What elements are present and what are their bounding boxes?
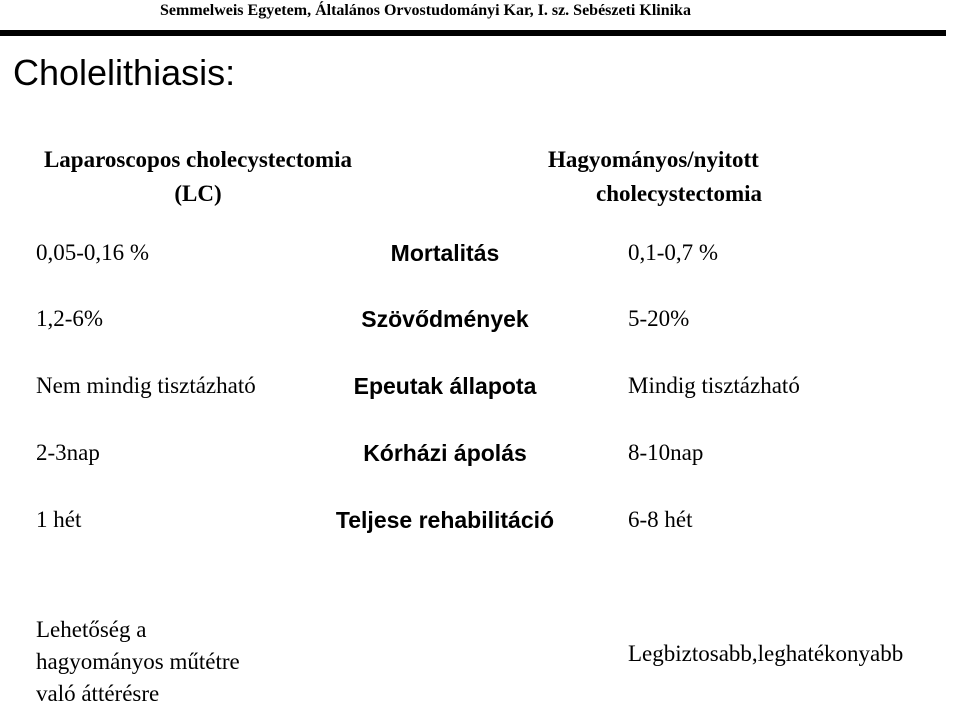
open-value: 5-20% <box>628 306 690 331</box>
column-heading-laparoscopic-line1: Laparoscopos cholecystectomia <box>43 147 353 172</box>
lc-value: 1 hét <box>36 507 82 532</box>
comparison-row-hospital-stay <box>0 433 960 473</box>
lc-value: Nem mindig tisztázható <box>36 373 256 398</box>
criterion-label: Mortalitás <box>390 240 500 266</box>
footer-lc-note <box>36 614 316 710</box>
column-heading-open-line2: cholecystectomia <box>596 181 763 206</box>
institution-header: Semmelweis Egyetem, Általános Orvostudományi Kar, I. sz. Sebészeti Klinika <box>160 2 691 19</box>
comparison-row-bile-ducts <box>0 366 960 406</box>
header-divider <box>0 30 946 36</box>
comparison-row-rehabilitation <box>0 500 960 540</box>
footer-open-note: Legbiztosabb,leghatékonyabb <box>628 641 904 666</box>
lc-value: 0,05-0,16 % <box>36 240 150 265</box>
column-heading-laparoscopic-line2: (LC) <box>174 181 222 206</box>
criterion-label: Epeutak állapota <box>353 373 537 399</box>
open-value: 8-10nap <box>628 440 704 465</box>
open-value: 6-8 hét <box>628 507 693 532</box>
column-heading-open <box>548 143 848 211</box>
lc-value: 2-3nap <box>36 440 100 465</box>
criterion-label: Kórházi ápolás <box>363 440 527 466</box>
open-value: Mindig tisztázható <box>628 373 800 398</box>
criterion-label: Teljese rehabilitáció <box>335 507 555 533</box>
open-value: 0,1-0,7 % <box>628 240 719 265</box>
footer-lc-note-line3: való áttérésre <box>36 681 160 706</box>
criterion-label: Szövődmények <box>361 306 529 332</box>
column-heading-open-line1: Hagyományos/nyitott <box>548 147 759 172</box>
comparison-row-complications <box>0 299 960 339</box>
lc-value: 1,2-6% <box>36 306 104 331</box>
footer-lc-note-line2: hagyományos műtétre <box>36 649 240 674</box>
footer-lc-note-line1: Lehetőség a <box>36 617 147 642</box>
slide-title: Cholelithiasis: <box>13 52 236 93</box>
column-heading-laparoscopic <box>12 143 384 211</box>
comparison-row-mortality <box>0 233 960 273</box>
